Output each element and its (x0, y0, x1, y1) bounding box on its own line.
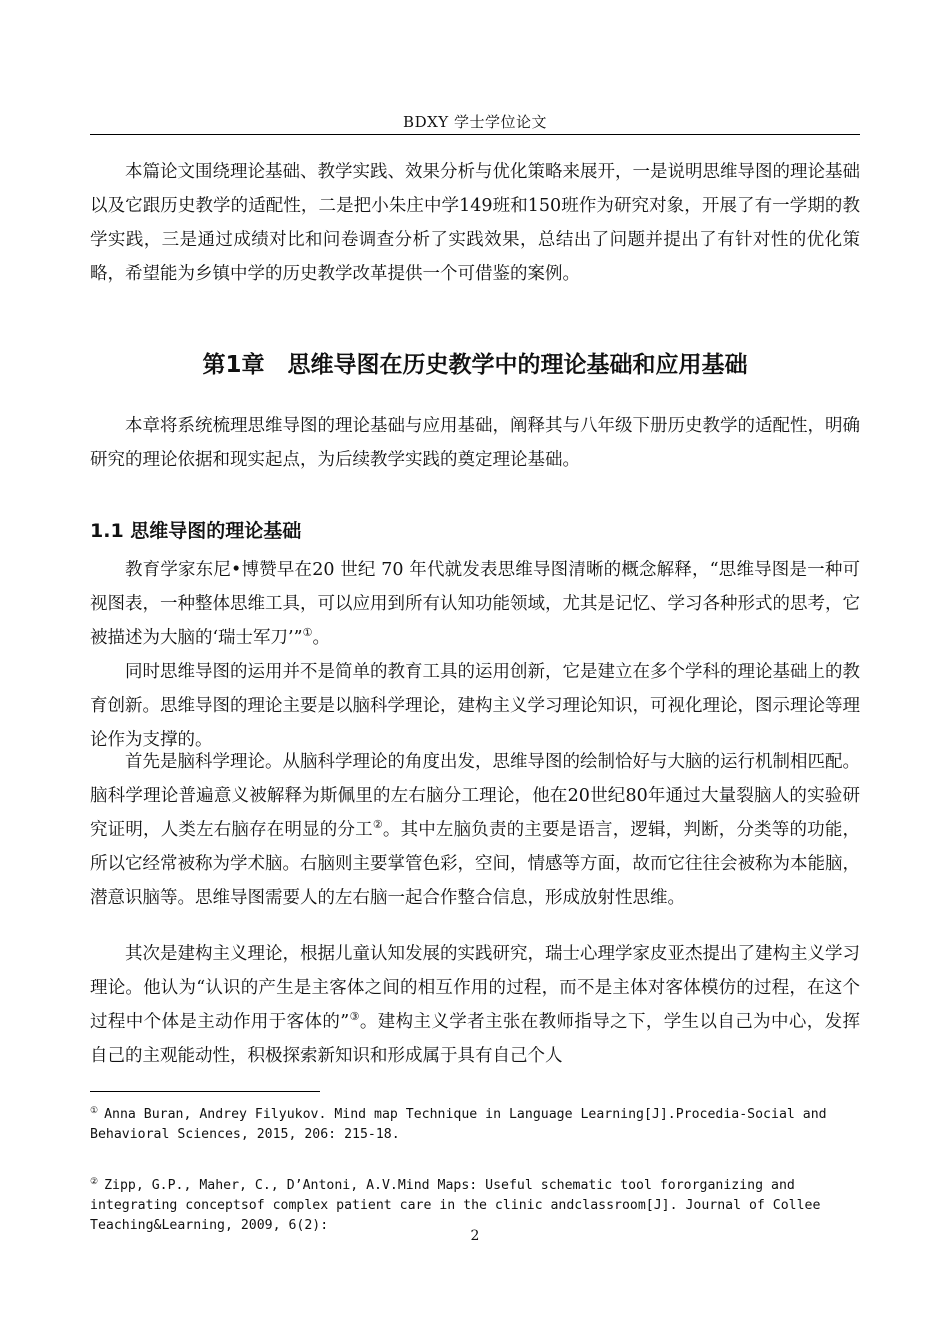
chapter-intro-paragraph: 本章将系统梳理思维导图的理论基础与应用基础，阐释其与八年级下册历史教学的适配性，明确研究的理论依据和现实起点，为后续教学实践的奠定理论基础。 (90, 416, 860, 470)
chapter-title: 第1章 思维导图在历史教学中的理论基础和应用基础 (202, 352, 748, 378)
paragraph-text: 教育学家东尼•博赞早在20 世纪 70 年代就发表思维导图清晰的概念解释，“思维导图是一种可视图表，一种整体思维工具，可以应用到所有认知功能领域，尤其是记忆、学习各种形式的思考，它被描述为大脑的‘瑞士军刀’” (90, 560, 860, 648)
section-title: 1.1 思维导图的理论基础 (90, 520, 302, 542)
paragraph-text-tail: 。其中左脑负责的主要是语言，逻辑，判断，分类等的功能，所以它经常被称为学术脑。右脑则主要掌管色彩，空间，情感等方面，故而它往往会被称为本能脑，潜意识脑等。思维导图需要人的左右脑一起合作整合信息，形成放射性思维。 (90, 820, 860, 908)
footnote-mark: ② (90, 1176, 99, 1187)
footnote-text: Anna Buran, Andrey Filyukov. Mind map Technique in Language Learning[J].Procedia-Social and Behavioral Sciences, 2015, 206: 215-18. (90, 1107, 827, 1142)
footnote-1 (90, 1105, 860, 1145)
footnote-2 (90, 1176, 860, 1236)
paragraph-text: 首先是脑科学理论。从脑科学理论的角度出发，思维导图的绘制恰好与大脑的运行机制相匹配。脑科学理论普遍意义被解释为斯佩里的左右脑分工理论，他在20世纪80年通过大量裂脑人的实验研究证明，人类左右脑存在明显的分工 (90, 752, 860, 840)
body-paragraph-3 (90, 745, 860, 915)
paragraph-text-tail: 。 (312, 628, 330, 648)
footnote-mark: ① (90, 1105, 99, 1116)
footnote-ref-1[interactable]: ① (302, 626, 313, 640)
body-paragraph-1 (90, 553, 860, 655)
footnote-rule (90, 1091, 320, 1092)
body-paragraph-2: 同时思维导图的运用并不是简单的教育工具的运用创新，它是建立在多个学科的理论基础上的教育创新。思维导图的理论主要是以脑科学理论，建构主义学习理论知识，可视化理论，图示理论等理论作为支撑的。 (90, 662, 860, 750)
intro-paragraph: 本篇论文围绕理论基础、教学实践、效果分析与优化策略来展开，一是说明思维导图的理论基础以及它跟历史教学的适配性，二是把小朱庄中学149班和150班作为研究对象，开展了有一学期的教学实践，三是通过成绩对比和问卷调查分析了实践效果，总结出了问题并提出了有针对性的优化策略，希望能为乡镇中学的历史教学改革提供一个可借鉴的案例。 (90, 162, 860, 284)
paragraph-text-tail: 。建构主义学者主张在教师指导之下，学生以自己为中心，发挥自己的主观能动性，积极探索新知识和形成属于具有自己个人 (90, 1012, 860, 1066)
body-paragraph-4 (90, 937, 860, 1073)
page-number: 2 (470, 1228, 480, 1244)
paragraph-text: 其次是建构主义理论，根据儿童认知发展的实践研究，瑞士心理学家皮亚杰提出了建构主义学习理论。他认为“认识的产生是主客体之间的相互作用的过程，而不是主体对客体模仿的过程，在这个过程中个体是主动作用于客体的” (90, 944, 860, 1032)
running-header: BDXY 学士学位论文 (403, 113, 547, 131)
header-rule (90, 134, 860, 135)
footnote-text: Zipp, G.P., Maher, C., D’Antoni, A.V.Mind Maps: Useful schematic tool fororganizing and integrating conceptsof complex patient care in the clinic andclassroom[J]. Journal of Collee Teaching&Learning, 2009, 6(2): (90, 1178, 821, 1233)
footnote-ref-2[interactable]: ② (372, 818, 383, 832)
footnote-ref-3[interactable]: ③ (349, 1010, 360, 1024)
